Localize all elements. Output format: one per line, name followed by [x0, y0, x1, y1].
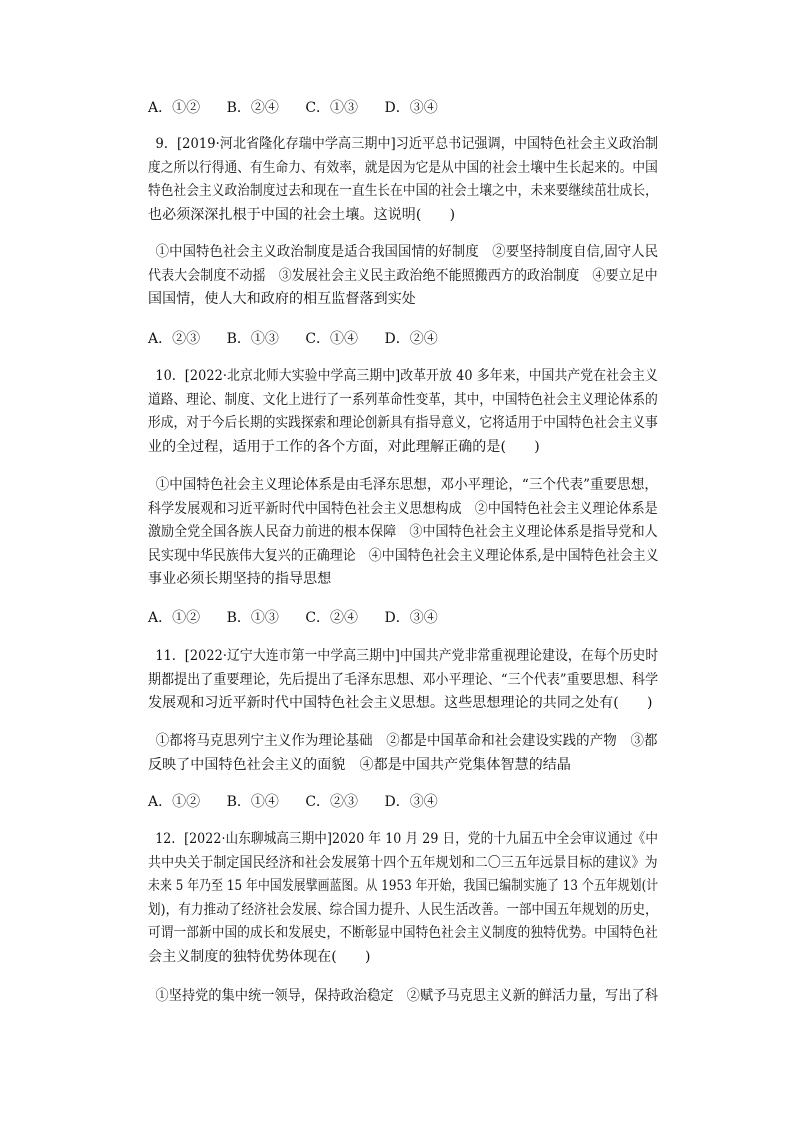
q10-statement-line: 民实现中华民族伟大复兴的正确理论 ④中国特色社会主义理论体系,是中国特色社会主义 [148, 547, 659, 564]
q12-statement-line: ①坚持党的集中统一领导，保持政治稳定 ②赋予马克思主义新的鲜活力量，写出了科 [155, 988, 659, 1004]
q11-stem-line: 期都提出了重要理论，先后提出了毛泽东思想、邓小平理论、“三个代表”重要思想、科学 [148, 671, 658, 688]
q11-statements [148, 730, 658, 777]
q9-statement-line: ①中国特色社会主义政治制度是适合我国国情的好制度 ②要坚持制度自信,固守人民 [155, 244, 658, 260]
q10-statement-line: 事业必须长期坚持的指导思想 [148, 571, 332, 587]
q8-option-d[interactable]: D．③④ [384, 100, 438, 116]
q11-option-c[interactable]: C．②③ [305, 794, 359, 810]
q10-stem-line: 道路、理论、制度、文化上进行了一系列革命性变革，其中，中国特色社会主义理论体系的 [148, 391, 658, 408]
q10-stem-line: 形成，对于今后长期的实践探索和理论创新具有指导意义，它将适用于中国特色社会主义事 [148, 415, 658, 431]
q10-statement-line: ①中国特色社会主义理论体系是由毛泽东思想，邓小平理论，“三个代表”重要思想， [155, 477, 658, 493]
q11-statement-line: 反映了中国特色社会主义的面貌 ④都是中国共产党集体智慧的结晶 [148, 756, 571, 773]
q9-option-c[interactable]: C．①④ [305, 331, 359, 347]
q9-statement-line: 国国情，使人大和政府的相互监督落到实处 [148, 291, 416, 307]
q11-option-b[interactable]: B．①④ [226, 794, 279, 810]
q10-option-a[interactable]: A．①② [148, 610, 201, 626]
q10-statement-line: 科学发展观和习近平新时代中国特色社会主义思想构成 ②中国特色社会主义理论体系是 [148, 500, 658, 517]
q11-option-d[interactable]: D．③④ [384, 794, 438, 810]
q8-option-b[interactable]: B．②④ [226, 100, 279, 116]
q10-options [148, 608, 658, 628]
q10-option-b[interactable]: B．①③ [226, 610, 279, 626]
q10-option-c[interactable]: C．②④ [305, 610, 359, 626]
q11-statement-line: ①都将马克思列宁主义作为理论基础 ②都是中国革命和社会建设实践的产物 ③都 [155, 733, 658, 749]
q9-statements [148, 241, 658, 312]
q11-options [148, 792, 658, 812]
q12-stem [148, 828, 658, 969]
q10-option-d[interactable]: D．③④ [384, 610, 438, 626]
q10-stem-line: 业的全过程，适用于工作的各个方面，对此理解正确的是( ) [148, 438, 540, 455]
q11-stem [148, 645, 658, 716]
q10-stem-line: 10．[2022·北京北师大实验中学高三期中]改革开放 40 多年来，中国共产党在社会主义 [155, 368, 658, 384]
q12-stem-line: 共中央关于制定国民经济和社会发展第十四个五年规划和二〇三五年远景目标的建议》为 [148, 854, 658, 871]
q8-option-c[interactable]: C．①③ [305, 100, 359, 116]
q10-statement-line: 激励全党全国各族人民奋力前进的根本保障 ③中国特色社会主义理论体系是指导党和人 [148, 524, 658, 540]
q8-options [148, 98, 658, 118]
q12-stem-line: 会主义制度的独特优势体现在( ) [148, 948, 371, 965]
q12-stem-line: 划)，有力推动了经济社会发展、综合国力提升、人民生活改善。一部中国五年规划的历史， [148, 901, 658, 918]
q9-statement-line: 代表大会制度不动摇 ③发展社会主义民主政治绝不能照搬西方的政治制度 ④要立足中 [148, 267, 658, 284]
q9-stem-line: 9．[2019·河北省隆化存瑞中学高三期中]习近平总书记强调，中国特色社会主义政治制 [155, 136, 659, 152]
q9-stem [148, 133, 658, 227]
q12-stem-line: 未来 5 年乃至 15 年中国发展擘画蓝图。从 1953 年开始，我国已编制实施了 13 个五年规划(计 [148, 878, 658, 894]
q11-stem-line: 11．[2022·辽宁大连市第一中学高三期中]中国共产党非常重视理论建设，在每个历史时 [155, 648, 659, 664]
q10-statements [148, 474, 658, 592]
q9-option-b[interactable]: B．①③ [226, 331, 279, 347]
q11-option-a[interactable]: A．①② [148, 794, 201, 810]
q11-stem-line: 发展观和习近平新时代中国特色社会主义思想。这些思想理论的共同之处有( ) [148, 695, 653, 711]
q9-stem-line: 也必须深深扎根于中国的社会土壤。这说明( ) [148, 206, 456, 223]
q9-options [148, 329, 658, 349]
q9-stem-line: 特色社会主义政治制度过去和现在一直生长在中国的社会土壤之中，未来要继续茁壮成长， [148, 183, 658, 199]
q9-option-d[interactable]: D．②④ [384, 331, 438, 347]
q9-stem-line: 度之所以行得通、有生命力、有效率，就是因为它是从中国的社会土壤中生长起来的。中国 [148, 159, 658, 176]
q12-stem-line: 可谓一部新中国的成长和发展史，不断彰显中国特色社会主义制度的独特优势。中国特色社 [148, 925, 658, 941]
q10-stem [148, 365, 658, 459]
q12-statements [148, 985, 658, 1009]
q9-option-a[interactable]: A．②③ [148, 331, 201, 347]
q8-option-a[interactable]: A．①② [148, 100, 201, 116]
q12-stem-line: 12．[2022·山东聊城高三期中]2020 年 10 月 29 日，党的十九届五中全会审议通过《中 [155, 831, 658, 847]
